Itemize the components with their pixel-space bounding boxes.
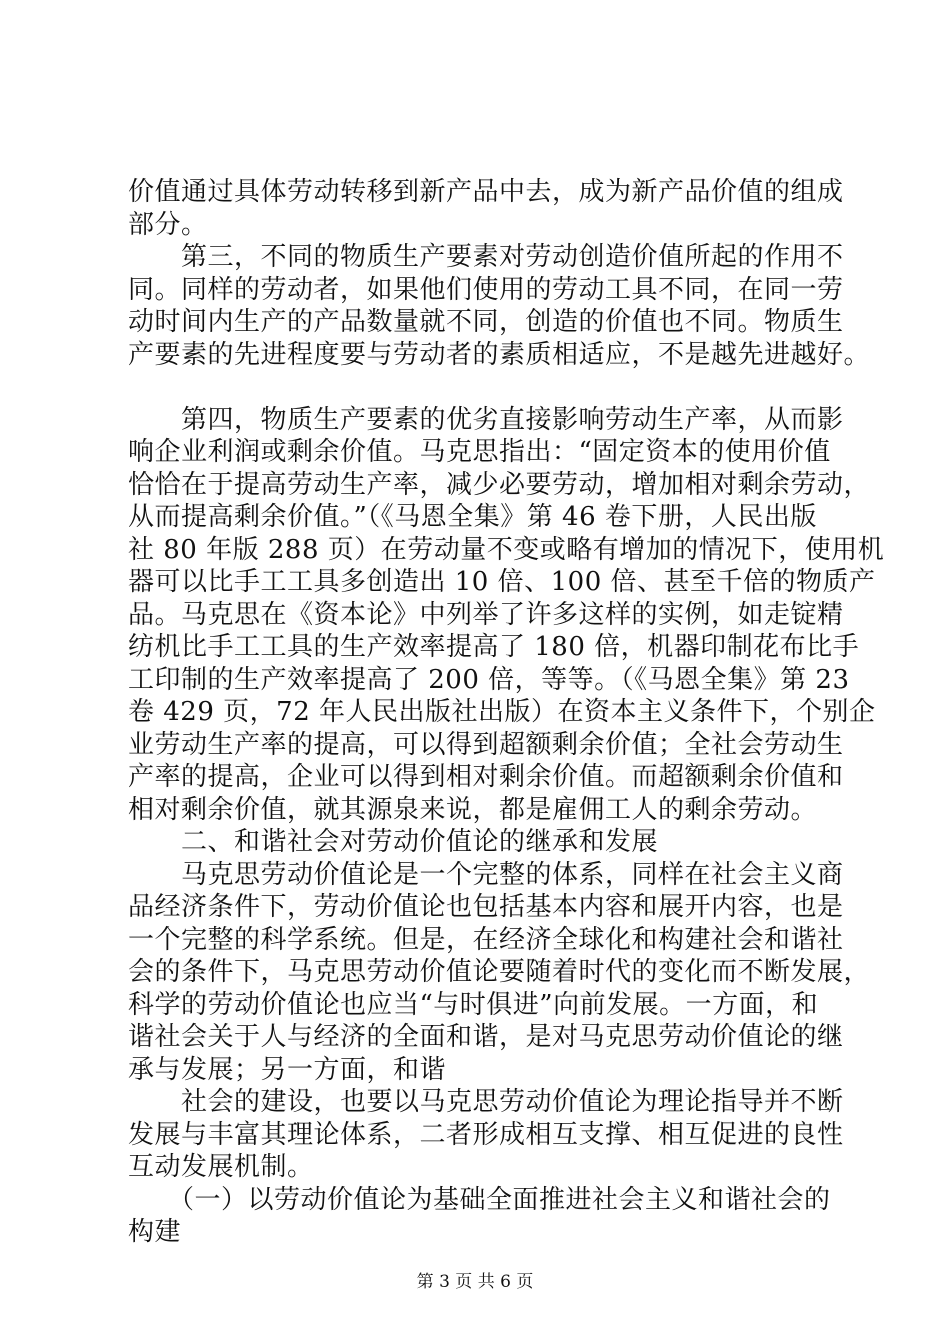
text-line: 互动发展机制。 <box>128 1152 314 1182</box>
text-line: 构建 <box>128 1217 182 1247</box>
text-line: 器可以比手工工具多创造出 10 倍、100 倍、甚至千倍的物质产 <box>128 567 876 597</box>
text-line: 发展与丰富其理论体系，二者形成相互支撑、相互促进的良性 <box>128 1120 844 1150</box>
text-line: 价值通过具体劳动转移到新产品中去，成为新产品价值的组成 <box>128 177 844 207</box>
text-line: 马克思劳动价值论是一个完整的体系，同样在社会主义商 <box>128 860 844 890</box>
text-line: 动时间内生产的产品数量就不同，创造的价值也不同。物质生 <box>128 307 844 337</box>
text-line: 一个完整的科学系统。但是，在经济全球化和构建社会和谐社 <box>128 925 844 955</box>
text-line: 会的条件下，马克思劳动价值论要随着时代的变化而不断发展， <box>128 957 871 987</box>
text-line: 同。同样的劳动者，如果他们使用的劳动工具不同，在同一劳 <box>128 275 844 305</box>
text-line: 社 80 年版 288 页）在劳动量不变或略有增加的情况下，使用机 <box>128 535 885 565</box>
text-line: 科学的劳动价值论也应当“与时俱进”向前发展。一方面，和 <box>128 990 819 1020</box>
text-line: 恰恰在于提高劳动生产率，减少必要劳动，增加相对剩余劳动， <box>128 470 871 500</box>
text-line: 纺机比手工工具的生产效率提高了 180 倍，机器印制花布比手 <box>128 632 860 662</box>
section-heading: 二、和谐社会对劳动价值论的继承和发展 <box>128 827 659 857</box>
text-line: 卷 429 页，72 年人民出版社出版）在资本主义条件下，个别企 <box>128 697 876 727</box>
text-line: 部分。 <box>128 210 208 240</box>
text-line: 社会的建设，也要以马克思劳动价值论为理论指导并不断 <box>128 1087 844 1117</box>
subsection-heading: （一）以劳动价值论为基础全面推进社会主义和谐社会的 <box>128 1185 831 1215</box>
text-line: 相对剩余价值，就其源泉来说，都是雇佣工人的剩余劳动。 <box>128 795 818 825</box>
text-line: 第三，不同的物质生产要素对劳动创造价值所起的作用不 <box>128 242 844 272</box>
text-line: 谐社会关于人与经济的全面和谐，是对马克思劳动价值论的继 <box>128 1022 844 1052</box>
text-line: 产率的提高，企业可以得到相对剩余价值。而超额剩余价值和 <box>128 762 844 792</box>
text-line: 承与发展；另一方面，和谐 <box>128 1055 447 1085</box>
text-line: 工印制的生产效率提高了 200 倍，等等。（《马恩全集》第 23 <box>128 665 850 695</box>
text-line: 品。马克思在《资本论》中列举了许多这样的实例，如走锭精 <box>128 600 844 630</box>
text-line: 从而提高剩余价值。”（《马恩全集》第 46 卷下册，人民出版 <box>128 502 817 532</box>
page-number-footer: 第 3 页 共 6 页 <box>416 1272 534 1292</box>
text-line: 业劳动生产率的提高，可以得到超额剩余价值；全社会劳动生 <box>128 730 844 760</box>
text-line: 响企业利润或剩余价值。马克思指出：“固定资本的使用价值 <box>128 437 831 467</box>
text-line: 品经济条件下，劳动价值论也包括基本内容和展开内容，也是 <box>128 892 844 922</box>
text-line: 产要素的先进程度要与劳动者的素质相适应，不是越先进越好。 <box>128 340 871 370</box>
text-line: 第四，物质生产要素的优劣直接影响劳动生产率，从而影 <box>128 405 844 435</box>
